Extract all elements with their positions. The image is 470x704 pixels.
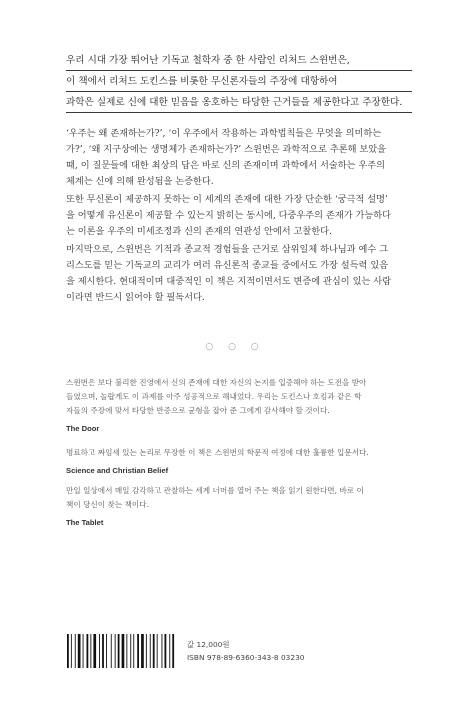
description-body <box>66 126 412 308</box>
review-text-line: 스윈번은 보다 불리한 진영에서 신의 존재에 대한 자신의 논지를 입증해야 하는 도전을 받아 <box>66 378 367 387</box>
text-line: ‘우주는 왜 존재하는가?’, ‘이 우주에서 작용하는 과학법칙들은 무엇을 의미하는 <box>66 128 382 139</box>
text-line: 리스도를 믿는 기독교의 교리가 여러 유신론적 종교들 중에서도 가장 설득력 있음 <box>66 260 389 271</box>
text-line: 을 제시한다. 현대적이며 대중적인 이 책은 지적이면서도 변증에 관심이 있는 사람 <box>66 276 392 287</box>
review-source: The Door <box>66 424 100 433</box>
review-source: Science and Christian Belief <box>66 466 169 475</box>
section-separator: ○ ○ ○ <box>205 342 265 352</box>
barcode-icon <box>66 634 180 668</box>
intro-line: 과학은 실제로 신에 대한 믿음을 옹호하는 타당한 근거들을 제공한다고 주장한다. <box>66 92 412 113</box>
isbn: ISBN 978-89-6360-343-8 03230 <box>187 653 305 662</box>
paragraph <box>66 192 412 240</box>
paragraph <box>66 126 412 190</box>
review-text-line: 들였으며, 놀랍게도 이 과제를 아주 성공적으로 해내었다. 우리는 도킨스나 호킹과 같은 학 <box>66 392 362 401</box>
paragraph <box>66 242 412 306</box>
intro-line: 이 책에서 리처드 도킨스를 비롯한 무신론자들의 주장에 대항하여 <box>66 71 412 92</box>
intro-summary <box>66 50 412 113</box>
text-line: 또한 무신론이 제공하지 못하는 이 세계의 존재에 대한 가장 단순한 ‘궁극적 설명’ <box>66 194 388 205</box>
text-line: 때, 이 질문들에 대한 최상의 답은 바로 신의 존재이며 과학에서 서술하는 우주의 <box>66 160 386 171</box>
review-text-line: 명료하고 짜임새 있는 논리로 무장한 이 책은 스윈번의 학문적 여정에 대한 훌륭한 입문서다. <box>66 448 369 457</box>
text-line: 마지막으로, 스윈번은 기적과 종교적 경험들을 근거로 삼위일체 하나님과 예수 그 <box>66 244 389 255</box>
review-source: The Tablet <box>66 518 104 527</box>
price-info <box>187 638 304 664</box>
text-line: 체계는 신에 의해 완성됨을 논증한다. <box>66 176 214 187</box>
text-line: 이라면 반드시 읽어야 할 필독서다. <box>66 292 205 303</box>
intro-line: 우리 시대 가장 뛰어난 기독교 철학자 중 한 사람인 리처드 스윈번은, <box>66 50 412 71</box>
review-the-tablet <box>66 484 412 527</box>
text-line: 가?’, ‘왜 지구상에는 생명체가 존재하는가?’ 스윈번은 과학적으로 추론해 보았을 <box>66 144 387 155</box>
price: 값 12,000원 <box>187 640 230 649</box>
text-line: 는 이론을 우주의 미세조정과 신의 존재의 연관성 안에서 고찰한다. <box>66 226 332 237</box>
review-science-and-christian-belief <box>66 446 412 475</box>
review-text-line: 책이 당신이 찾는 책이다. <box>66 500 150 509</box>
text-line: 을 어떻게 유신론이 제공할 수 있는지 밝히는 동시에, 다중우주의 존재가 가능하다 <box>66 210 392 221</box>
review-the-door <box>66 376 412 433</box>
barcode-block <box>66 634 305 674</box>
review-text-line: 만일 일상에서 매일 감각하고 관찰하는 세계 너머를 열어 주는 책을 읽기 원한다면, 바로 이 <box>66 486 364 495</box>
review-text-line: 자들의 주장에 맞서 타당한 반증으로 균형을 잡아 준 그에게 감사해야 할 것이다. <box>66 406 330 415</box>
